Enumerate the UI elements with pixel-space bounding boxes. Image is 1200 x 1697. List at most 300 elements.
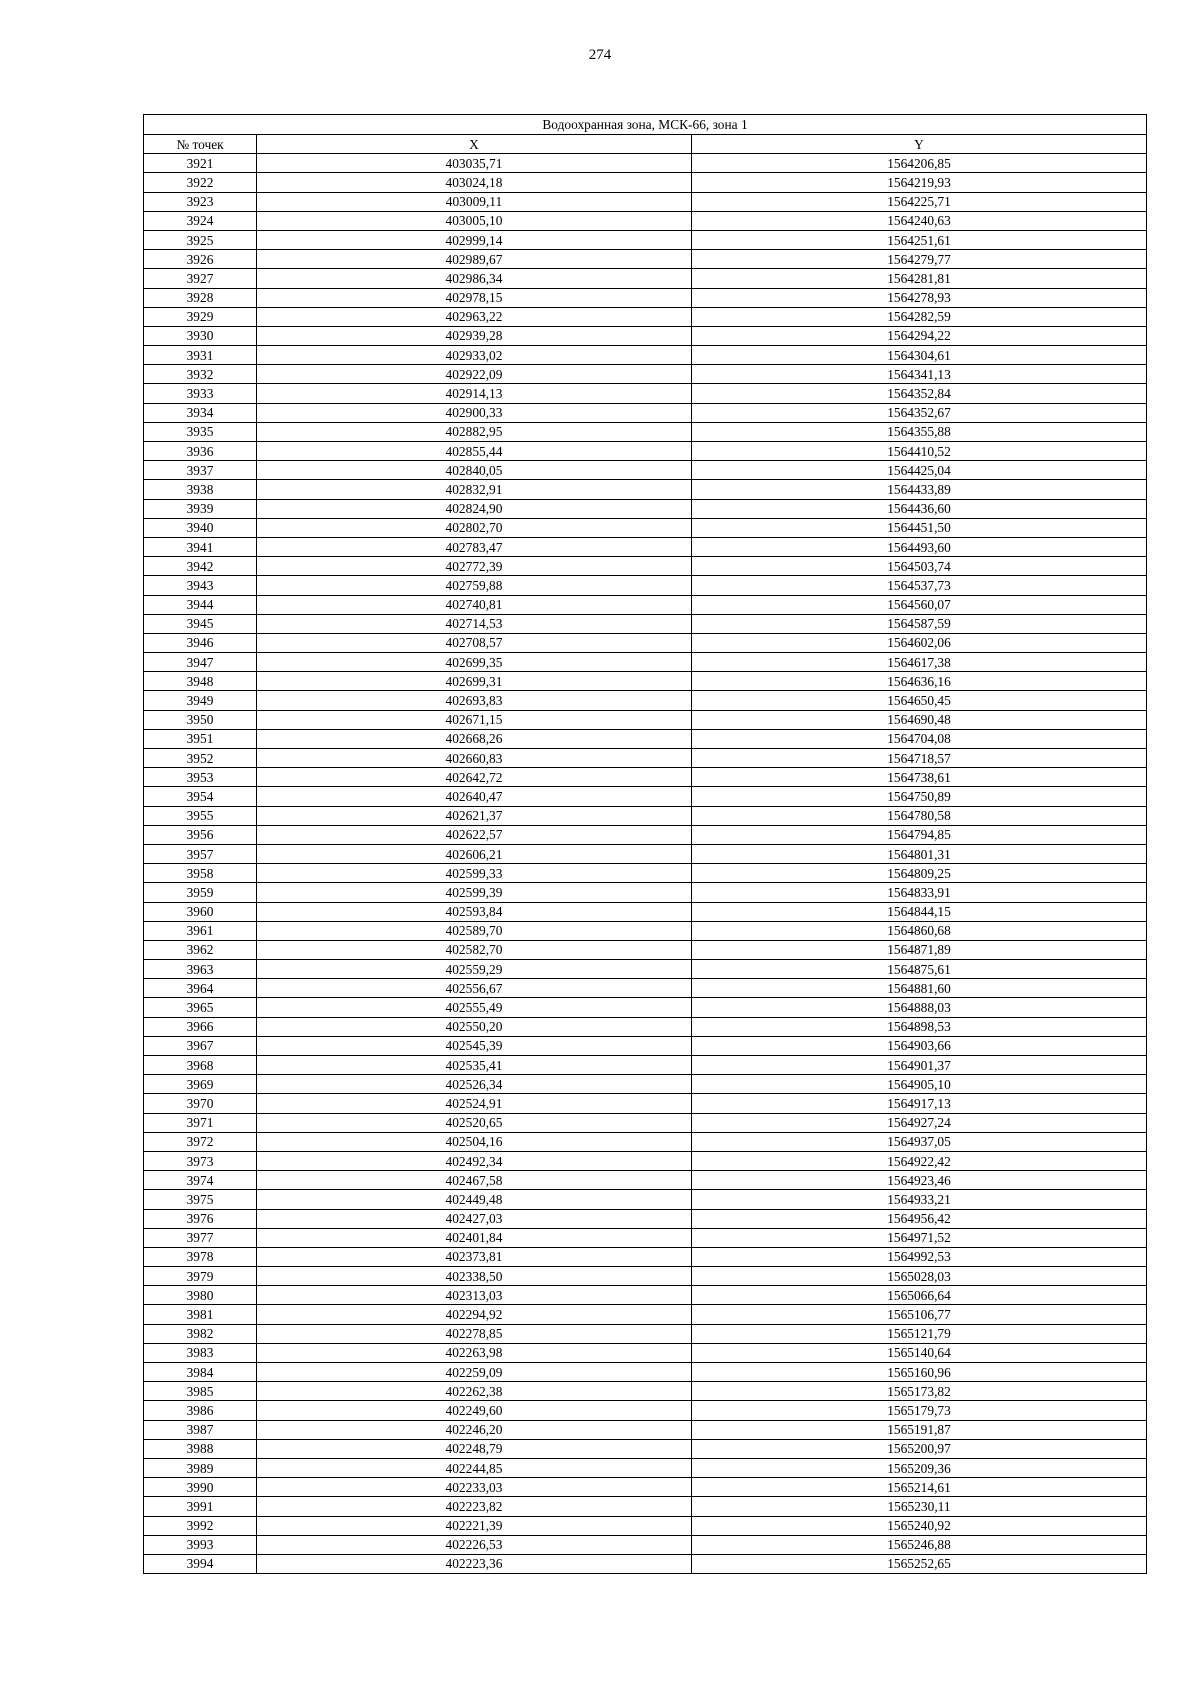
point-number-cell: 3976 [144, 1209, 257, 1228]
x-coordinate-cell: 402840,05 [257, 461, 692, 480]
x-coordinate-cell: 402933,02 [257, 346, 692, 365]
point-number-cell: 3989 [144, 1458, 257, 1477]
table-row [144, 230, 1147, 249]
x-coordinate-cell: 402233,03 [257, 1478, 692, 1497]
point-number-cell: 3958 [144, 864, 257, 883]
y-coordinate-cell: 1564881,60 [692, 979, 1147, 998]
table-row [144, 672, 1147, 691]
table-row [144, 902, 1147, 921]
point-number-cell: 3956 [144, 825, 257, 844]
table-row [144, 442, 1147, 461]
point-number-cell: 3987 [144, 1420, 257, 1439]
y-coordinate-cell: 1564503,74 [692, 557, 1147, 576]
y-coordinate-cell: 1564294,22 [692, 326, 1147, 345]
y-coordinate-cell: 1564425,04 [692, 461, 1147, 480]
point-number-cell: 3961 [144, 921, 257, 940]
point-number-cell: 3992 [144, 1516, 257, 1535]
point-number-cell: 3975 [144, 1190, 257, 1209]
point-number-cell: 3978 [144, 1247, 257, 1266]
table-row [144, 787, 1147, 806]
y-coordinate-cell: 1564901,37 [692, 1056, 1147, 1075]
y-coordinate-cell: 1564750,89 [692, 787, 1147, 806]
point-number-cell: 3990 [144, 1478, 257, 1497]
point-number-cell: 3929 [144, 307, 257, 326]
table-row [144, 1113, 1147, 1132]
y-coordinate-cell: 1564240,63 [692, 211, 1147, 230]
y-coordinate-cell: 1564875,61 [692, 960, 1147, 979]
table-row [144, 288, 1147, 307]
point-number-cell: 3968 [144, 1056, 257, 1075]
y-coordinate-cell: 1564433,89 [692, 480, 1147, 499]
y-coordinate-cell: 1564690,48 [692, 710, 1147, 729]
y-coordinate-cell: 1564636,16 [692, 672, 1147, 691]
x-coordinate-cell: 402802,70 [257, 518, 692, 537]
x-coordinate-cell: 402660,83 [257, 749, 692, 768]
x-coordinate-cell: 402671,15 [257, 710, 692, 729]
x-coordinate-cell: 402939,28 [257, 326, 692, 345]
point-number-cell: 3922 [144, 173, 257, 192]
table-row [144, 691, 1147, 710]
y-coordinate-cell: 1564844,15 [692, 902, 1147, 921]
point-number-cell: 3923 [144, 192, 257, 211]
point-number-cell: 3931 [144, 346, 257, 365]
table-row [144, 1267, 1147, 1286]
table-row [144, 1420, 1147, 1439]
table-row [144, 1017, 1147, 1036]
x-coordinate-cell: 402699,35 [257, 653, 692, 672]
header-y: Y [692, 135, 1147, 154]
table-row [144, 518, 1147, 537]
x-coordinate-cell: 402740,81 [257, 595, 692, 614]
point-number-cell: 3969 [144, 1075, 257, 1094]
y-coordinate-cell: 1564617,38 [692, 653, 1147, 672]
table-row [144, 825, 1147, 844]
point-number-cell: 3984 [144, 1363, 257, 1382]
x-coordinate-cell: 402246,20 [257, 1420, 692, 1439]
y-coordinate-cell: 1564903,66 [692, 1036, 1147, 1055]
y-coordinate-cell: 1564410,52 [692, 442, 1147, 461]
y-coordinate-cell: 1564537,73 [692, 576, 1147, 595]
point-number-cell: 3979 [144, 1267, 257, 1286]
table-row [144, 1056, 1147, 1075]
table-row [144, 403, 1147, 422]
y-coordinate-cell: 1565160,96 [692, 1363, 1147, 1382]
table-row [144, 614, 1147, 633]
x-coordinate-cell: 402759,88 [257, 576, 692, 595]
point-number-cell: 3963 [144, 960, 257, 979]
point-number-cell: 3970 [144, 1094, 257, 1113]
x-coordinate-cell: 402278,85 [257, 1324, 692, 1343]
point-number-cell: 3941 [144, 537, 257, 556]
table-row [144, 749, 1147, 768]
y-coordinate-cell: 1565240,92 [692, 1516, 1147, 1535]
table-row [144, 326, 1147, 345]
table-row [144, 1535, 1147, 1554]
y-coordinate-cell: 1564650,45 [692, 691, 1147, 710]
point-number-cell: 3925 [144, 230, 257, 249]
y-coordinate-cell: 1564451,50 [692, 518, 1147, 537]
point-number-cell: 3934 [144, 403, 257, 422]
table-row [144, 998, 1147, 1017]
table-row [144, 1132, 1147, 1151]
y-coordinate-cell: 1564801,31 [692, 844, 1147, 863]
y-coordinate-cell: 1564281,81 [692, 269, 1147, 288]
table-row [144, 1382, 1147, 1401]
x-coordinate-cell: 402832,91 [257, 480, 692, 499]
x-coordinate-cell: 402262,38 [257, 1382, 692, 1401]
point-number-cell: 3973 [144, 1151, 257, 1170]
table-row [144, 595, 1147, 614]
x-coordinate-cell: 402550,20 [257, 1017, 692, 1036]
x-coordinate-cell: 402294,92 [257, 1305, 692, 1324]
y-coordinate-cell: 1564871,89 [692, 940, 1147, 959]
y-coordinate-cell: 1564493,60 [692, 537, 1147, 556]
point-number-cell: 3951 [144, 729, 257, 748]
point-number-cell: 3945 [144, 614, 257, 633]
y-coordinate-cell: 1564278,93 [692, 288, 1147, 307]
table-row [144, 883, 1147, 902]
table-row [144, 1075, 1147, 1094]
y-coordinate-cell: 1565066,64 [692, 1286, 1147, 1305]
point-number-cell: 3944 [144, 595, 257, 614]
y-coordinate-cell: 1565200,97 [692, 1439, 1147, 1458]
x-coordinate-cell: 402467,58 [257, 1171, 692, 1190]
y-coordinate-cell: 1564206,85 [692, 154, 1147, 173]
table-row [144, 979, 1147, 998]
y-coordinate-cell: 1564833,91 [692, 883, 1147, 902]
x-coordinate-cell: 402338,50 [257, 1267, 692, 1286]
y-coordinate-cell: 1564560,07 [692, 595, 1147, 614]
point-number-cell: 3947 [144, 653, 257, 672]
table-row [144, 1497, 1147, 1516]
table-row [144, 806, 1147, 825]
y-coordinate-cell: 1564355,88 [692, 422, 1147, 441]
y-coordinate-cell: 1564780,58 [692, 806, 1147, 825]
point-number-cell: 3982 [144, 1324, 257, 1343]
point-number-cell: 3977 [144, 1228, 257, 1247]
table-row [144, 576, 1147, 595]
point-number-cell: 3994 [144, 1554, 257, 1573]
table-row [144, 173, 1147, 192]
point-number-cell: 3953 [144, 768, 257, 787]
table-row [144, 1516, 1147, 1535]
point-number-cell: 3964 [144, 979, 257, 998]
y-coordinate-cell: 1565173,82 [692, 1382, 1147, 1401]
x-coordinate-cell: 402535,41 [257, 1056, 692, 1075]
y-coordinate-cell: 1564923,46 [692, 1171, 1147, 1190]
table-row [144, 1458, 1147, 1477]
table-row [144, 960, 1147, 979]
y-coordinate-cell: 1564282,59 [692, 307, 1147, 326]
y-coordinate-cell: 1565209,36 [692, 1458, 1147, 1477]
point-number-cell: 3974 [144, 1171, 257, 1190]
table-row [144, 154, 1147, 173]
x-coordinate-cell: 402427,03 [257, 1209, 692, 1228]
x-coordinate-cell: 402545,39 [257, 1036, 692, 1055]
point-number-cell: 3980 [144, 1286, 257, 1305]
x-coordinate-cell: 402640,47 [257, 787, 692, 806]
point-number-cell: 3985 [144, 1382, 257, 1401]
point-number-cell: 3938 [144, 480, 257, 499]
table-row [144, 1171, 1147, 1190]
y-coordinate-cell: 1564704,08 [692, 729, 1147, 748]
y-coordinate-cell: 1564905,10 [692, 1075, 1147, 1094]
table-row [144, 1094, 1147, 1113]
x-coordinate-cell: 402599,39 [257, 883, 692, 902]
point-number-cell: 3930 [144, 326, 257, 345]
point-number-cell: 3921 [144, 154, 257, 173]
y-coordinate-cell: 1564809,25 [692, 864, 1147, 883]
table-row [144, 1151, 1147, 1170]
x-coordinate-cell: 402593,84 [257, 902, 692, 921]
table-row [144, 422, 1147, 441]
x-coordinate-cell: 402693,83 [257, 691, 692, 710]
point-number-cell: 3954 [144, 787, 257, 806]
y-coordinate-cell: 1565106,77 [692, 1305, 1147, 1324]
x-coordinate-cell: 402963,22 [257, 307, 692, 326]
x-coordinate-cell: 402526,34 [257, 1075, 692, 1094]
x-coordinate-cell: 402599,33 [257, 864, 692, 883]
y-coordinate-cell: 1565191,87 [692, 1420, 1147, 1439]
x-coordinate-cell: 402221,39 [257, 1516, 692, 1535]
table-row [144, 461, 1147, 480]
point-number-cell: 3937 [144, 461, 257, 480]
y-coordinate-cell: 1564922,42 [692, 1151, 1147, 1170]
y-coordinate-cell: 1564251,61 [692, 230, 1147, 249]
y-coordinate-cell: 1564279,77 [692, 250, 1147, 269]
x-coordinate-cell: 402914,13 [257, 384, 692, 403]
x-coordinate-cell: 402855,44 [257, 442, 692, 461]
x-coordinate-cell: 403005,10 [257, 211, 692, 230]
y-coordinate-cell: 1564436,60 [692, 499, 1147, 518]
point-number-cell: 3959 [144, 883, 257, 902]
point-number-cell: 3988 [144, 1439, 257, 1458]
x-coordinate-cell: 402783,47 [257, 537, 692, 556]
point-number-cell: 3971 [144, 1113, 257, 1132]
x-coordinate-cell: 402249,60 [257, 1401, 692, 1420]
y-coordinate-cell: 1564352,67 [692, 403, 1147, 422]
x-coordinate-cell: 402223,82 [257, 1497, 692, 1516]
point-number-cell: 3955 [144, 806, 257, 825]
y-coordinate-cell: 1564718,57 [692, 749, 1147, 768]
x-coordinate-cell: 403009,11 [257, 192, 692, 211]
x-coordinate-cell: 402978,15 [257, 288, 692, 307]
table-row [144, 1343, 1147, 1362]
table-row [144, 1478, 1147, 1497]
x-coordinate-cell: 402582,70 [257, 940, 692, 959]
point-number-cell: 3950 [144, 710, 257, 729]
table-row [144, 384, 1147, 403]
table-row [144, 192, 1147, 211]
point-number-cell: 3966 [144, 1017, 257, 1036]
y-coordinate-cell: 1564352,84 [692, 384, 1147, 403]
point-number-cell: 3960 [144, 902, 257, 921]
y-coordinate-cell: 1564225,71 [692, 192, 1147, 211]
table-body [144, 115, 1147, 1574]
x-coordinate-cell: 402642,72 [257, 768, 692, 787]
x-coordinate-cell: 402882,95 [257, 422, 692, 441]
point-number-cell: 3948 [144, 672, 257, 691]
y-coordinate-cell: 1565121,79 [692, 1324, 1147, 1343]
y-coordinate-cell: 1564898,53 [692, 1017, 1147, 1036]
table-row [144, 250, 1147, 269]
y-coordinate-cell: 1565230,11 [692, 1497, 1147, 1516]
y-coordinate-cell: 1565140,64 [692, 1343, 1147, 1362]
x-coordinate-cell: 402668,26 [257, 729, 692, 748]
x-coordinate-cell: 402772,39 [257, 557, 692, 576]
table-header-row [144, 135, 1147, 154]
x-coordinate-cell: 402313,03 [257, 1286, 692, 1305]
table-row [144, 480, 1147, 499]
x-coordinate-cell: 402244,85 [257, 1458, 692, 1477]
x-coordinate-cell: 402449,48 [257, 1190, 692, 1209]
x-coordinate-cell: 402226,53 [257, 1535, 692, 1554]
x-coordinate-cell: 402900,33 [257, 403, 692, 422]
table-row [144, 653, 1147, 672]
y-coordinate-cell: 1564219,93 [692, 173, 1147, 192]
table-row [144, 1439, 1147, 1458]
y-coordinate-cell: 1564992,53 [692, 1247, 1147, 1266]
x-coordinate-cell: 402589,70 [257, 921, 692, 940]
x-coordinate-cell: 402401,84 [257, 1228, 692, 1247]
point-number-cell: 3981 [144, 1305, 257, 1324]
table-row [144, 1036, 1147, 1055]
point-number-cell: 3957 [144, 844, 257, 863]
y-coordinate-cell: 1564927,24 [692, 1113, 1147, 1132]
y-coordinate-cell: 1564860,68 [692, 921, 1147, 940]
table-row [144, 211, 1147, 230]
point-number-cell: 3986 [144, 1401, 257, 1420]
table-row [144, 1554, 1147, 1573]
point-number-cell: 3991 [144, 1497, 257, 1516]
y-coordinate-cell: 1564341,13 [692, 365, 1147, 384]
x-coordinate-cell: 402621,37 [257, 806, 692, 825]
y-coordinate-cell: 1564587,59 [692, 614, 1147, 633]
table-title-row [144, 115, 1147, 135]
x-coordinate-cell: 402714,53 [257, 614, 692, 633]
table-row [144, 940, 1147, 959]
y-coordinate-cell: 1564956,42 [692, 1209, 1147, 1228]
table-row [144, 307, 1147, 326]
table-title: Водоохранная зона, МСК-66, зона 1 [144, 115, 1147, 135]
point-number-cell: 3942 [144, 557, 257, 576]
x-coordinate-cell: 402259,09 [257, 1363, 692, 1382]
table-row [144, 1247, 1147, 1266]
x-coordinate-cell: 402999,14 [257, 230, 692, 249]
x-coordinate-cell: 402492,34 [257, 1151, 692, 1170]
point-number-cell: 3965 [144, 998, 257, 1017]
table-row [144, 1209, 1147, 1228]
point-number-cell: 3972 [144, 1132, 257, 1151]
header-point-number: № точек [144, 135, 257, 154]
x-coordinate-cell: 402248,79 [257, 1439, 692, 1458]
table-row [144, 269, 1147, 288]
table-row [144, 499, 1147, 518]
point-number-cell: 3983 [144, 1343, 257, 1362]
x-coordinate-cell: 402606,21 [257, 844, 692, 863]
y-coordinate-cell: 1565179,73 [692, 1401, 1147, 1420]
x-coordinate-cell: 402824,90 [257, 499, 692, 518]
table-row [144, 729, 1147, 748]
x-coordinate-cell: 402520,65 [257, 1113, 692, 1132]
y-coordinate-cell: 1564794,85 [692, 825, 1147, 844]
point-number-cell: 3952 [144, 749, 257, 768]
x-coordinate-cell: 402504,16 [257, 1132, 692, 1151]
page-number: 274 [588, 47, 612, 63]
table-row [144, 557, 1147, 576]
table-row [144, 1305, 1147, 1324]
point-number-cell: 3927 [144, 269, 257, 288]
x-coordinate-cell: 402922,09 [257, 365, 692, 384]
x-coordinate-cell: 402263,98 [257, 1343, 692, 1362]
point-number-cell: 3932 [144, 365, 257, 384]
point-number-cell: 3939 [144, 499, 257, 518]
x-coordinate-cell: 402223,36 [257, 1554, 692, 1573]
table-row [144, 1228, 1147, 1247]
y-coordinate-cell: 1565246,88 [692, 1535, 1147, 1554]
x-coordinate-cell: 403035,71 [257, 154, 692, 173]
table-row [144, 710, 1147, 729]
table-row [144, 346, 1147, 365]
y-coordinate-cell: 1564937,05 [692, 1132, 1147, 1151]
y-coordinate-cell: 1564917,13 [692, 1094, 1147, 1113]
coordinates-table [143, 114, 1147, 1574]
point-number-cell: 3962 [144, 940, 257, 959]
x-coordinate-cell: 402699,31 [257, 672, 692, 691]
x-coordinate-cell: 402524,91 [257, 1094, 692, 1113]
x-coordinate-cell: 402555,49 [257, 998, 692, 1017]
point-number-cell: 3993 [144, 1535, 257, 1554]
x-coordinate-cell: 402556,67 [257, 979, 692, 998]
y-coordinate-cell: 1564602,06 [692, 633, 1147, 652]
table-row [144, 633, 1147, 652]
table-row [144, 1190, 1147, 1209]
x-coordinate-cell: 402622,57 [257, 825, 692, 844]
y-coordinate-cell: 1565028,03 [692, 1267, 1147, 1286]
table-row [144, 1401, 1147, 1420]
table-row [144, 768, 1147, 787]
x-coordinate-cell: 402986,34 [257, 269, 692, 288]
point-number-cell: 3943 [144, 576, 257, 595]
point-number-cell: 3933 [144, 384, 257, 403]
point-number-cell: 3946 [144, 633, 257, 652]
point-number-cell: 3924 [144, 211, 257, 230]
x-coordinate-cell: 402373,81 [257, 1247, 692, 1266]
x-coordinate-cell: 402559,29 [257, 960, 692, 979]
table-row [144, 537, 1147, 556]
y-coordinate-cell: 1564738,61 [692, 768, 1147, 787]
point-number-cell: 3928 [144, 288, 257, 307]
x-coordinate-cell: 403024,18 [257, 173, 692, 192]
y-coordinate-cell: 1564971,52 [692, 1228, 1147, 1247]
y-coordinate-cell: 1564304,61 [692, 346, 1147, 365]
table-row [144, 1324, 1147, 1343]
point-number-cell: 3967 [144, 1036, 257, 1055]
point-number-cell: 3936 [144, 442, 257, 461]
y-coordinate-cell: 1564888,03 [692, 998, 1147, 1017]
y-coordinate-cell: 1564933,21 [692, 1190, 1147, 1209]
x-coordinate-cell: 402708,57 [257, 633, 692, 652]
table-row [144, 1286, 1147, 1305]
table-row [144, 365, 1147, 384]
table-row [144, 1363, 1147, 1382]
point-number-cell: 3940 [144, 518, 257, 537]
table-row [144, 864, 1147, 883]
x-coordinate-cell: 402989,67 [257, 250, 692, 269]
table-row [144, 921, 1147, 940]
point-number-cell: 3949 [144, 691, 257, 710]
y-coordinate-cell: 1565252,65 [692, 1554, 1147, 1573]
